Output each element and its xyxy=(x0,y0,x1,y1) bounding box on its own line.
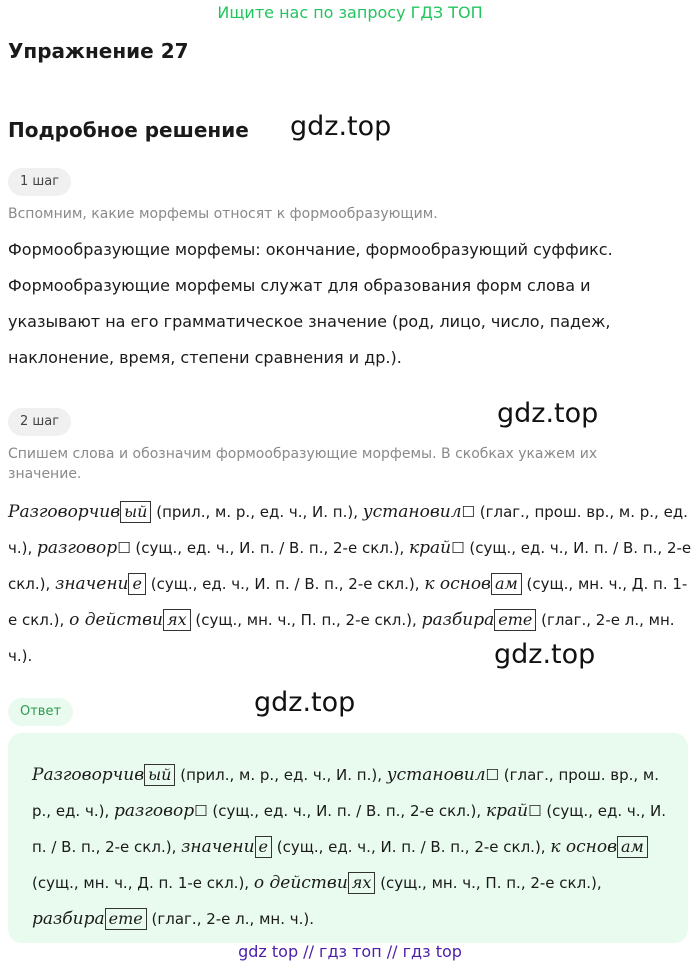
word-stem: значени xyxy=(55,574,129,594)
word-stem: разбира xyxy=(32,909,105,929)
word-stem: разбира xyxy=(421,610,495,630)
ending-box: ях xyxy=(348,872,376,894)
text-line: Формообразующие морфемы: окончание, формообразующий суффикс. xyxy=(8,240,613,259)
answer-badge: Ответ xyxy=(8,698,73,726)
empty-ending: ☐ xyxy=(528,802,542,820)
grammar-note: (сущ., мн. ч., П. п., 2-е скл.), xyxy=(380,874,602,892)
step-badge: 1 шаг xyxy=(8,168,71,196)
grammar-note: (глаг., 2-е л., мн. ч.). xyxy=(151,910,314,928)
ending-box: ый xyxy=(144,764,175,786)
empty-ending: ☐ xyxy=(117,539,131,557)
suffix-mark: л xyxy=(474,765,486,785)
ending-box: ях xyxy=(163,609,191,631)
suffix-mark: л xyxy=(450,502,462,522)
ending-box: е xyxy=(128,573,145,595)
word-stem: о действи xyxy=(253,873,348,893)
text-line: Формообразующие морфемы служат для образования форм слова и xyxy=(8,276,591,295)
word-stem: установи xyxy=(362,502,451,522)
ending-box: ам xyxy=(491,573,522,595)
grammar-note: (прил., м. р., ед. ч., И. п.), xyxy=(180,766,382,784)
word-stem: разговор xyxy=(37,538,118,558)
grammar-note: (сущ., мн. ч., Д. п. 1-е скл.), xyxy=(8,575,688,629)
search-banner[interactable]: Ищите нас по запросу ГДЗ ТОП xyxy=(217,3,483,22)
empty-ending: ☐ xyxy=(461,503,475,521)
word-stem: к основ xyxy=(424,574,491,594)
grammar-note: (глаг., прош. вр., м. р., ед. ч.), xyxy=(32,766,659,820)
grammar-note: (сущ., мн. ч., П. п., 2-е скл.), xyxy=(195,611,417,629)
answer-text xyxy=(32,757,668,937)
ending-box: е xyxy=(255,836,272,858)
step-hint xyxy=(8,444,597,484)
empty-ending: ☐ xyxy=(194,802,208,820)
word-stem: край xyxy=(409,538,452,558)
watermark: gdz.top xyxy=(497,398,599,429)
hint-line: Спишем слова и обозначим формообразующие морфемы. В скобках укажем их xyxy=(8,446,598,462)
grammar-note: (сущ., ед. ч., И. п. / В. п., 2-е скл.), xyxy=(135,539,405,557)
text-line: наклонение, время, степени сравнения и др.). xyxy=(8,348,402,367)
empty-ending: ☐ xyxy=(485,766,499,784)
grammar-note: (сущ., мн. ч., Д. п. 1-е скл.), xyxy=(32,874,250,892)
morpheme-analysis xyxy=(8,494,692,674)
hint-line: значение. xyxy=(8,466,82,482)
watermark: gdz.top xyxy=(254,687,356,718)
word-stem: разговор xyxy=(114,801,195,821)
grammar-note: (прил., м. р., ед. ч., И. п.), xyxy=(156,503,358,521)
step-text xyxy=(8,232,688,376)
grammar-note: (глаг., 2-е л., мн. ч.). xyxy=(8,611,675,665)
answer-box xyxy=(8,733,688,943)
grammar-note: (сущ., ед. ч., И. п. / В. п., 2-е скл.), xyxy=(8,539,692,593)
word-stem: к основ xyxy=(550,837,617,857)
empty-ending: ☐ xyxy=(451,539,465,557)
text-line: указывают на его грамматическое значение (род, лицо, число, падеж, xyxy=(8,312,611,331)
word-stem: значени xyxy=(181,837,255,857)
word-stem: Разговорчив xyxy=(8,502,121,522)
ending-box: ете xyxy=(494,609,536,631)
ending-box: ете xyxy=(105,908,147,930)
watermark: gdz.top xyxy=(290,111,392,142)
word-stem: установи xyxy=(386,765,475,785)
grammar-note: (сущ., ед. ч., И. п. / В. п., 2-е скл.), xyxy=(276,838,546,856)
grammar-note: (сущ., ед. ч., И. п. / В. п., 2-е скл.), xyxy=(32,802,667,856)
ending-box: ый xyxy=(120,501,151,523)
watermark: gdz.top xyxy=(494,639,596,670)
step-badge: 2 шаг xyxy=(8,408,71,436)
footer-links[interactable]: gdz top // гдз топ // гдз top xyxy=(238,942,462,961)
word-stem: Разговорчив xyxy=(32,765,145,785)
grammar-note: (сущ., ед. ч., И. п. / В. п., 2-е скл.), xyxy=(212,802,482,820)
word-stem: о действи xyxy=(69,610,163,630)
ending-box: ам xyxy=(617,836,648,858)
page-title: Упражнение 27 xyxy=(8,39,189,63)
solution-heading: Подробное решение xyxy=(8,118,249,142)
word-stem: край xyxy=(485,801,529,821)
step-hint: Вспомним, какие морфемы относят к формообразующим. xyxy=(8,206,438,222)
grammar-note: (глаг., прош. вр., м. р., ед. ч.), xyxy=(8,503,688,557)
grammar-note: (сущ., ед. ч., И. п. / В. п., 2-е скл.), xyxy=(150,575,420,593)
